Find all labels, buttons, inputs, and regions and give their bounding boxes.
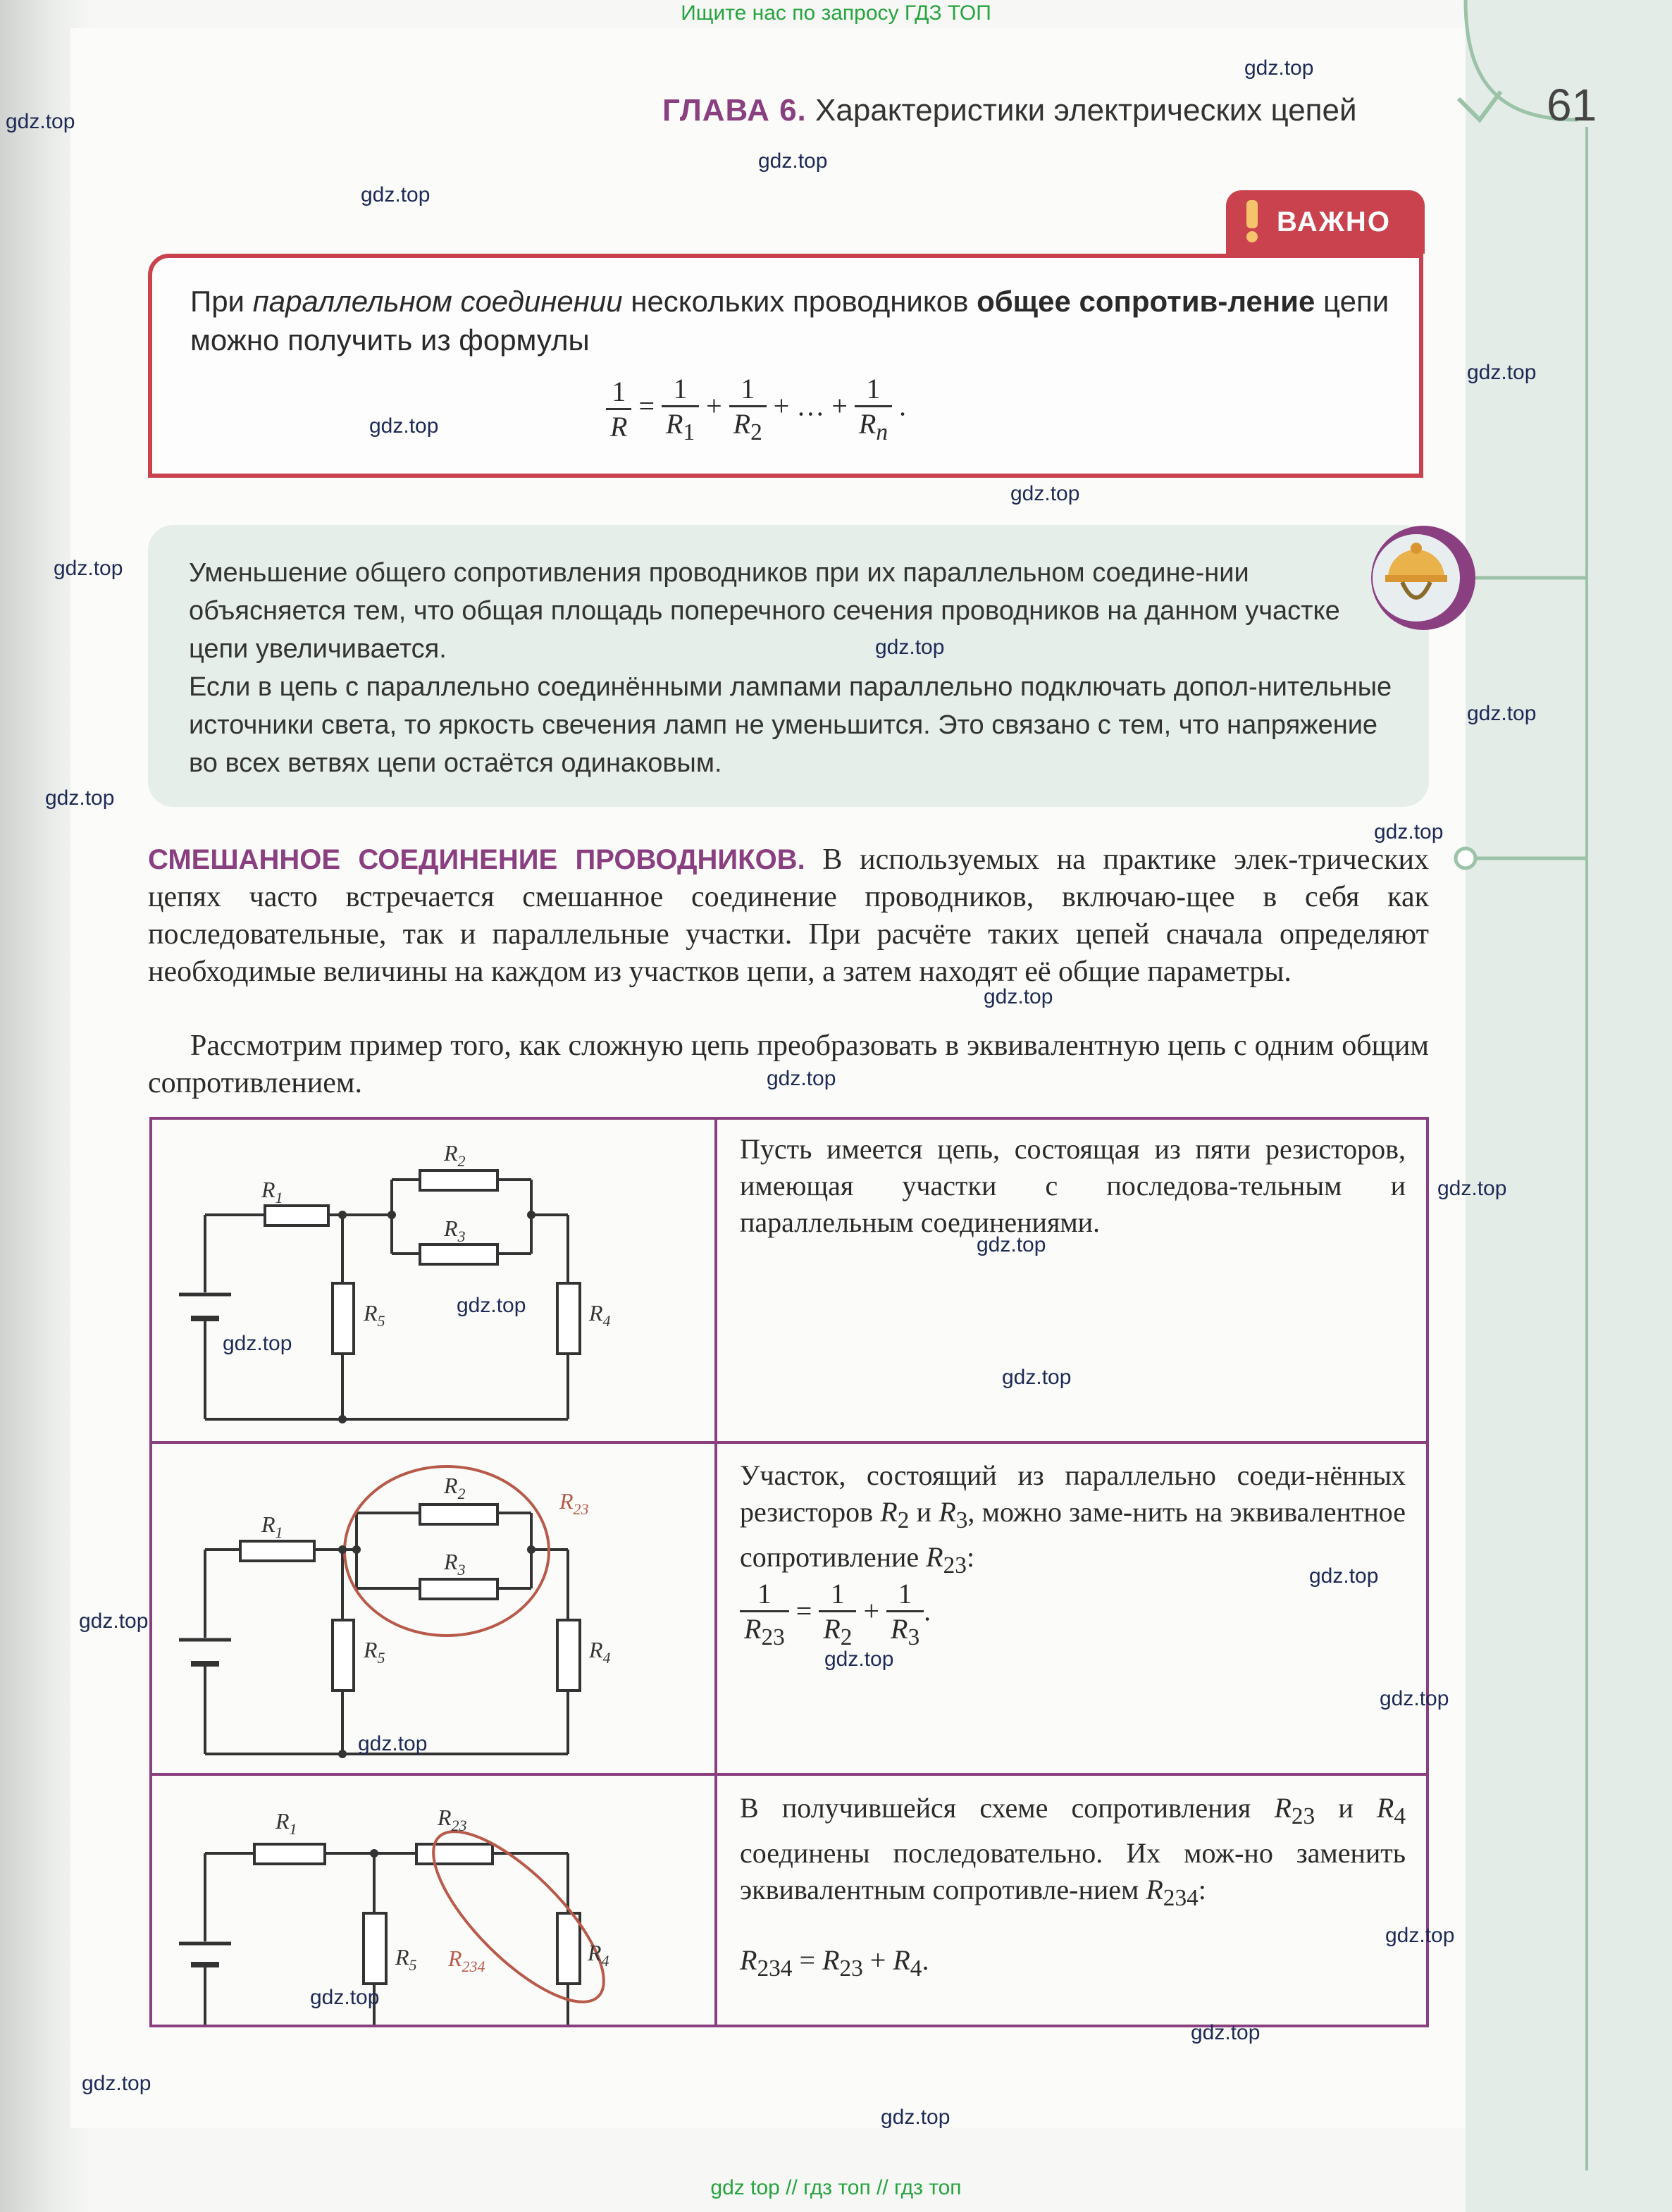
formula-dots: + … + bbox=[773, 390, 848, 422]
watermark[interactable]: gdz.top bbox=[1309, 1564, 1379, 1588]
watermark[interactable]: gdz.top bbox=[1385, 1924, 1455, 1947]
watermark[interactable]: gdz.top bbox=[984, 985, 1053, 1008]
top-banner[interactable]: Ищите нас по запросу ГДЗ ТОП bbox=[681, 1, 991, 25]
row-2-text-part: Участок, состоящий из параллельно соеди-нённых резисторов bbox=[740, 1459, 1406, 1528]
row-3-text-part: : bbox=[1198, 1874, 1206, 1905]
watermark[interactable]: gdz.top bbox=[358, 1732, 428, 1755]
watermark[interactable]: gdz.top bbox=[45, 786, 115, 810]
watermark[interactable]: gdz.top bbox=[54, 557, 123, 580]
frac-1-R1 bbox=[662, 372, 699, 446]
important-text-part: цепи можно получить из формулы bbox=[190, 285, 1389, 357]
label-R1: $R_1$ bbox=[261, 1512, 283, 1541]
watermark[interactable]: gdz.top bbox=[767, 1067, 836, 1090]
frac-num: 1 bbox=[855, 372, 892, 407]
parallel-formula bbox=[606, 372, 906, 446]
frac-den: R bbox=[823, 1613, 841, 1645]
frac-den-sub: 1 bbox=[683, 419, 695, 445]
watermark[interactable]: gdz.top bbox=[1191, 2021, 1261, 2044]
formula-eq: = bbox=[799, 1944, 815, 1976]
formula-end: . bbox=[922, 1944, 929, 1976]
note-paragraph-1: Уменьшение общего сопротивления проводников при их параллельном соедине-нии объясняется тем, что общая площадь поперечного сечения проводников на данном участке цепи увеличивается. bbox=[189, 558, 1340, 664]
frac-den: R bbox=[858, 408, 877, 440]
sym-sub: 4 bbox=[1394, 1803, 1406, 1829]
sym-R: R bbox=[1146, 1874, 1163, 1905]
watermark[interactable]: gdz.top bbox=[881, 2106, 950, 2129]
sym-R: R bbox=[740, 1944, 757, 1976]
frac-1-R2 bbox=[819, 1577, 856, 1651]
row-2-text-part: : bbox=[966, 1541, 975, 1573]
formula-plus: + bbox=[863, 1595, 879, 1627]
margin-arrow-icon bbox=[1459, 92, 1501, 120]
margin-decor bbox=[1437, 0, 1621, 888]
watermark[interactable]: gdz.top bbox=[1437, 1177, 1507, 1200]
circuit-diagram-3 bbox=[152, 1776, 713, 2025]
circuit-diagram-2 bbox=[152, 1444, 713, 1772]
frac-den-sub: n bbox=[876, 419, 888, 445]
bottom-banner[interactable]: gdz top // гдз топ // гдз топ bbox=[710, 2176, 962, 2199]
sym-sub: 4 bbox=[910, 1955, 922, 1982]
sym-R: R bbox=[880, 1496, 898, 1528]
note-paragraph-2: Если в цепь с параллельно соединёнными лампами параллельно подключать допол-нительные источники света, то яркость свечения ламп не уменьшится. Это связано с тем, что напряжение во всех ветвях цепи остаётся одинаковым. bbox=[189, 672, 1392, 778]
frac-1-R2 bbox=[729, 372, 767, 446]
watermark[interactable]: gdz.top bbox=[1467, 702, 1537, 725]
watermark[interactable]: gdz.top bbox=[6, 110, 75, 133]
row-2-formula bbox=[740, 1577, 931, 1651]
formula-end: . bbox=[924, 1595, 931, 1627]
sym-sub: 234 bbox=[1163, 1885, 1199, 1911]
watermark[interactable]: gdz.top bbox=[79, 1609, 149, 1633]
chapter-label: ГЛАВА 6. bbox=[662, 93, 807, 128]
row-2-text bbox=[740, 1457, 1406, 1584]
sym-R: R bbox=[939, 1496, 956, 1528]
important-text bbox=[190, 282, 1402, 359]
note-text bbox=[189, 554, 1401, 782]
watermark[interactable]: gdz.top bbox=[361, 183, 431, 206]
formula-plus: + bbox=[869, 1944, 886, 1976]
frac-den-sub: 2 bbox=[750, 419, 762, 445]
label-R4: $R_4$ bbox=[588, 1940, 609, 1970]
row-2-text-part: , можно заме-нить на эквивалентное сопротивление bbox=[740, 1496, 1406, 1573]
sym-R: R bbox=[822, 1944, 840, 1976]
watermark[interactable]: gdz.top bbox=[1010, 482, 1080, 505]
watermark[interactable]: gdz.top bbox=[223, 1332, 292, 1355]
sym-R: R bbox=[893, 1944, 910, 1976]
frac-num: 1 bbox=[740, 1577, 789, 1612]
section-heading: СМЕШАННОЕ СОЕДИНЕНИЕ ПРОВОДНИКОВ. bbox=[148, 844, 805, 875]
watermark[interactable]: gdz.top bbox=[1002, 1366, 1072, 1389]
circuit-diagram-1 bbox=[152, 1120, 713, 1438]
frac-1-R23 bbox=[740, 1577, 789, 1651]
formula-plus: + bbox=[706, 390, 722, 422]
important-badge-label: ВАЖНО bbox=[1277, 206, 1391, 237]
formula-eq: = bbox=[638, 390, 655, 422]
label-R2: $R_2$ bbox=[444, 1473, 466, 1502]
frac-den-sub: 3 bbox=[908, 1624, 920, 1650]
sym-sub: 2 bbox=[897, 1507, 910, 1533]
label-R23: $R_{23}$ bbox=[559, 1488, 589, 1518]
frac-1-Rn bbox=[855, 372, 892, 446]
row-2-text-part: и bbox=[909, 1496, 939, 1528]
frac-den: R bbox=[666, 408, 683, 440]
section-text bbox=[148, 841, 1429, 991]
frac-num: 1 bbox=[662, 372, 699, 407]
label-R5: $R_5$ bbox=[395, 1944, 417, 1974]
label-R3: $R_3$ bbox=[444, 1216, 466, 1245]
important-badge bbox=[1226, 190, 1425, 254]
watermark[interactable]: gdz.top bbox=[977, 1233, 1046, 1256]
frac-1-R bbox=[606, 375, 631, 443]
sym-sub: 23 bbox=[1291, 1803, 1315, 1829]
watermark[interactable]: gdz.top bbox=[1467, 361, 1537, 384]
label-R2: $R_2$ bbox=[444, 1140, 466, 1170]
label-R4: $R_4$ bbox=[589, 1300, 611, 1330]
sym-sub: 23 bbox=[839, 1955, 863, 1982]
watermark[interactable]: gdz.top bbox=[310, 1986, 380, 2009]
frac-den-sub: 23 bbox=[761, 1624, 785, 1650]
watermark[interactable]: gdz.top bbox=[758, 149, 828, 173]
watermark[interactable]: gdz.top bbox=[82, 2072, 151, 2095]
label-R5: $R_5$ bbox=[364, 1300, 385, 1330]
frac-den: R bbox=[744, 1613, 762, 1645]
watermark[interactable]: gdz.top bbox=[369, 414, 439, 438]
row-3-text-part: В получившейся схеме сопротивления bbox=[740, 1792, 1275, 1824]
label-R23: $R_{23}$ bbox=[438, 1805, 467, 1834]
formula-eq: = bbox=[795, 1595, 812, 1627]
sym-sub: 3 bbox=[955, 1507, 968, 1533]
sym-sub: 23 bbox=[943, 1552, 967, 1578]
chapter-title: Характеристики электрических цепей bbox=[815, 93, 1357, 128]
frac-den: R bbox=[610, 411, 628, 443]
watermark[interactable]: gdz.top bbox=[457, 1294, 526, 1317]
frac-num: 1 bbox=[886, 1577, 924, 1612]
sym-R: R bbox=[1376, 1792, 1394, 1824]
sym-sub: 234 bbox=[757, 1955, 793, 1982]
important-text-part: При bbox=[190, 285, 253, 318]
row-3-formula bbox=[740, 1944, 929, 1982]
row-3-text bbox=[740, 1790, 1406, 1917]
page-number: 61 bbox=[1547, 80, 1597, 130]
important-text-bold: общее сопротив-ление bbox=[977, 285, 1315, 318]
frac-den: R bbox=[733, 408, 751, 440]
label-R1: $R_1$ bbox=[261, 1177, 283, 1206]
frac-den-sub: 2 bbox=[840, 1624, 853, 1650]
label-R5: $R_5$ bbox=[364, 1637, 385, 1667]
row-1-text: Пусть имеется цепь, состоящая из пяти резисторов, имеющая участки с последова-тельным и параллельным соединениями. bbox=[740, 1133, 1406, 1238]
label-R3: $R_3$ bbox=[444, 1549, 466, 1578]
sym-R: R bbox=[1274, 1792, 1292, 1824]
frac-1-R3 bbox=[886, 1577, 924, 1651]
row-3-text-part: и bbox=[1315, 1792, 1377, 1824]
chapter-header bbox=[662, 93, 1357, 128]
label-R1: $R_1$ bbox=[275, 1808, 297, 1838]
watermark[interactable]: gdz.top bbox=[1244, 56, 1314, 80]
watermark[interactable]: gdz.top bbox=[824, 1648, 894, 1671]
important-text-italic: параллельном соединении bbox=[252, 285, 623, 318]
watermark[interactable]: gdz.top bbox=[1380, 1687, 1449, 1710]
table-column-divider bbox=[714, 1117, 717, 2027]
important-text-part: нескольких проводников bbox=[622, 285, 977, 318]
frac-num: 1 bbox=[606, 375, 631, 410]
frac-num: 1 bbox=[729, 372, 767, 407]
section-paragraph-2: Рассмотрим пример того, как сложную цепь преобразовать в эквивалентную цепь с одним общим сопротивлением. bbox=[148, 1030, 1429, 1099]
watermark[interactable]: gdz.top bbox=[875, 636, 945, 659]
exclamation-icon bbox=[1244, 200, 1260, 244]
margin-dot-icon bbox=[1456, 848, 1475, 868]
label-R4: $R_4$ bbox=[589, 1637, 611, 1667]
watermark[interactable]: gdz.top bbox=[1374, 820, 1444, 844]
frac-num: 1 bbox=[819, 1577, 856, 1612]
frac-den: R bbox=[891, 1613, 908, 1645]
row-3-text-part: соединены последовательно. Их мож-но заменить эквивалентным сопротивле-нием bbox=[740, 1837, 1406, 1905]
formula-end: . bbox=[899, 390, 907, 422]
label-R234: $R_{234}$ bbox=[448, 1946, 485, 1975]
sym-R: R bbox=[926, 1541, 943, 1573]
section-body: В используемых на практике элек-трических цепях часто встречается смешанное соединение проводников, включаю-щее в себя как последовательные, так и параллельные участки. При расчёте таких цепей сначала определяют необходимые величины на каждом из участков цепи, а затем находят её общие параметры. bbox=[148, 844, 1430, 988]
